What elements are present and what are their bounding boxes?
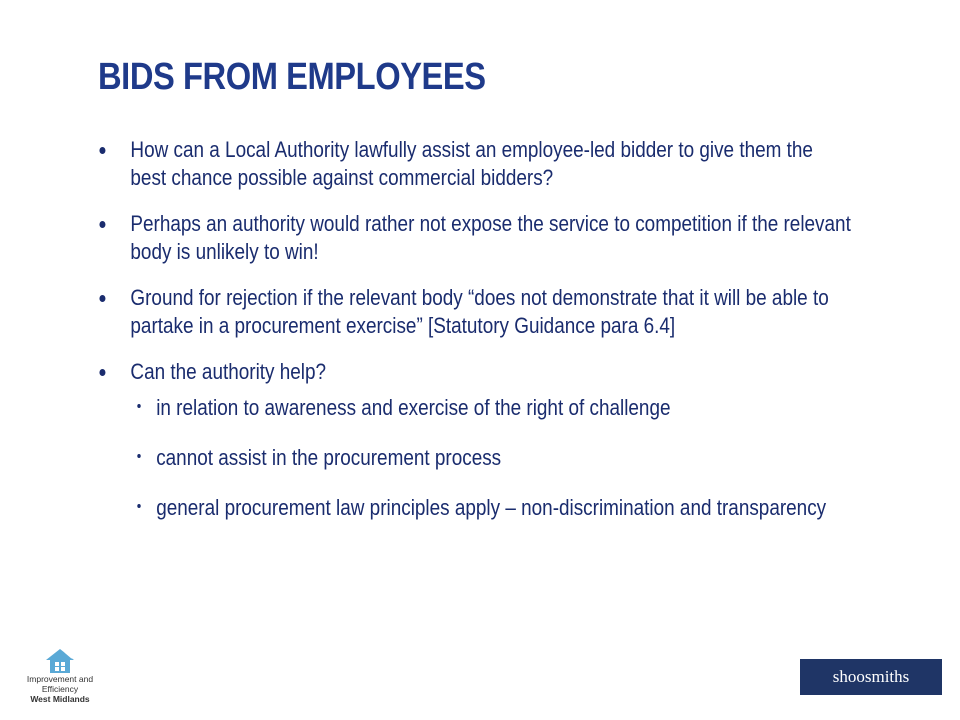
sub-bullet-list bbox=[130, 394, 852, 522]
logo-text-line1: Improvement and bbox=[26, 674, 94, 684]
improvement-efficiency-logo bbox=[14, 648, 106, 706]
logo-text-line3: West Midlands bbox=[30, 694, 90, 704]
bullet-dot-icon bbox=[99, 221, 105, 228]
sub-bullet-item bbox=[122, 494, 853, 522]
shoosmiths-logo: shoosmiths bbox=[800, 659, 942, 695]
bullet-dot-icon bbox=[99, 147, 105, 154]
sub-bullet-text: in relation to awareness and exercise of the right of challenge bbox=[156, 395, 671, 420]
sub-bullet-dot-icon bbox=[137, 504, 140, 508]
bullet-text: How can a Local Authority lawfully assist an employee-led bidder to give them the best chance possible against commercial bidders? bbox=[130, 137, 813, 190]
bullet-list bbox=[96, 136, 853, 522]
sub-bullet-dot-icon bbox=[137, 454, 140, 458]
bullet-text: Ground for rejection if the relevant body “does not demonstrate that it will be able to partake in a procurement exercise” [Statutory Guidance para 6.4] bbox=[130, 285, 829, 338]
logo-text-line2: Efficiency bbox=[41, 684, 79, 694]
sub-bullet-dot-icon bbox=[137, 404, 140, 408]
bullet-item bbox=[96, 136, 853, 192]
sub-bullet-item bbox=[122, 444, 853, 472]
sub-bullet-item bbox=[122, 394, 853, 422]
bullet-item bbox=[96, 284, 853, 340]
sub-bullet-text: general procurement law principles apply – non-discrimination and transparency bbox=[156, 495, 827, 520]
sub-bullet-text: cannot assist in the procurement process bbox=[156, 445, 502, 470]
bullet-text: Perhaps an authority would rather not expose the service to competition if the relevant body is unlikely to win! bbox=[130, 211, 851, 264]
bullet-text: Can the authority help? bbox=[130, 359, 327, 384]
bullet-dot-icon bbox=[99, 295, 105, 302]
slide-content bbox=[96, 136, 853, 544]
bullet-item bbox=[96, 210, 853, 266]
bullet-dot-icon bbox=[99, 369, 105, 376]
slide-title: BIDS FROM EMPLOYEES bbox=[98, 56, 486, 98]
bullet-item bbox=[96, 358, 853, 522]
house-logo-icon bbox=[45, 648, 75, 674]
